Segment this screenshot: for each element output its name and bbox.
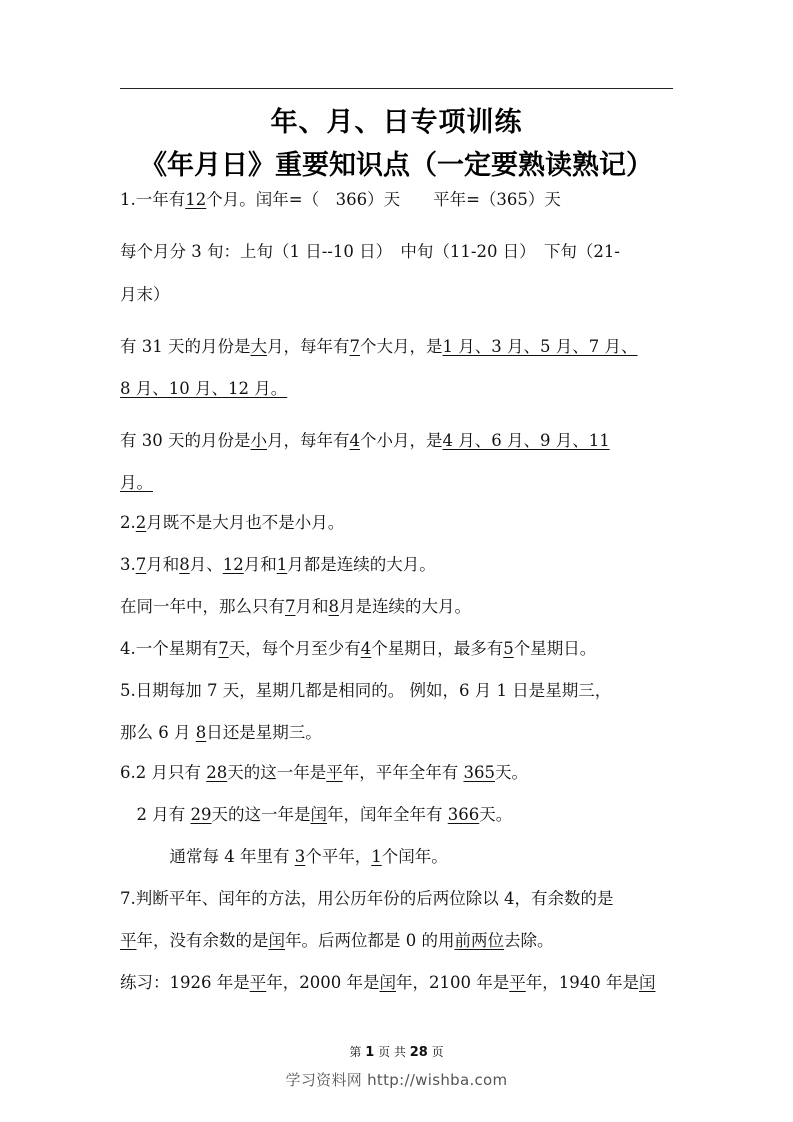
text-segment: 月，每年有 — [267, 431, 350, 450]
text-line — [120, 513, 680, 533]
text-segment: 有 31 天的月份是 — [120, 337, 251, 356]
text-segment: 月，每年有 — [267, 337, 350, 356]
text-segment: 个星期日。 — [513, 639, 597, 658]
answer-blank: 大 — [250, 337, 267, 356]
text-line — [120, 805, 680, 825]
text-line — [120, 723, 680, 743]
answer-blank: 小 — [250, 431, 267, 450]
text-segment: 天。 — [494, 763, 528, 782]
text-segment: 4.一个星期有 — [120, 639, 219, 658]
text-segment: 1.一年有 — [120, 190, 186, 209]
answer-blank: 12 — [222, 555, 244, 574]
text-segment: 月既不是大月也不是小月。 — [146, 513, 345, 532]
text-line — [120, 763, 680, 783]
text-segment: 每个月分 3 旬：上旬（1 日--10 日） 中旬（11-20 日） 下旬（21- — [120, 242, 621, 261]
answer-blank: 平 — [509, 973, 526, 992]
text-line — [120, 473, 680, 493]
text-line — [120, 597, 680, 617]
text-segment: 个小月，是 — [360, 431, 443, 450]
text-segment: 个大月，是 — [360, 337, 443, 356]
watermark-text: 学习资料网 http://wishba.com — [285, 1071, 508, 1089]
text-segment: 月和 — [295, 597, 329, 616]
text-segment: 练习：1926 年是 — [120, 973, 250, 992]
text-segment: 个闰年。 — [381, 847, 448, 866]
answer-blank: 366 — [447, 805, 480, 824]
text-segment: 天，每个月至少有 — [228, 639, 361, 658]
answer-blank: 8 — [179, 555, 190, 574]
answer-blank: 前两位 — [454, 931, 504, 950]
text-segment: 通常每 4 年里有 — [120, 847, 295, 866]
text-segment: 月、 — [189, 555, 223, 574]
answer-blank: 闰 — [310, 805, 327, 824]
answer-blank: 平 — [326, 763, 343, 782]
text-segment: 天的这一年是 — [211, 805, 311, 824]
answer-blank: 闰 — [268, 931, 285, 950]
text-segment: 年，2100 年是 — [396, 973, 510, 992]
text-line — [120, 847, 680, 867]
answer-blank: 3 — [294, 847, 306, 866]
answer-blank: 平 — [249, 973, 267, 992]
text-line — [120, 190, 680, 210]
text-segment: 天。 — [479, 805, 513, 824]
answer-blank: 7 — [218, 639, 229, 658]
text-segment: 5.日期每加 7 天，星期几都是相同的。 例如，6 月 1 日是星期三， — [120, 681, 612, 700]
answer-blank: 平 — [120, 931, 137, 950]
text-segment: 有 30 天的月份是 — [120, 431, 251, 450]
footer-total-pages: 28 — [409, 1045, 428, 1060]
footer-pre: 第 — [349, 1045, 366, 1059]
text-line — [120, 931, 680, 951]
page-title: 年、月、日专项训练 — [270, 107, 523, 138]
answer-blank: 4 — [349, 431, 360, 450]
page-subtitle: 《年月日》重要知识点（一定要熟读熟记） — [140, 150, 653, 181]
text-segment: 月是连续的大月。 — [339, 597, 471, 616]
text-segment: 个平年， — [305, 847, 372, 866]
answer-blank: 月。 — [120, 473, 153, 492]
answer-blank: 7 — [285, 597, 296, 616]
answer-blank: 365 — [463, 763, 495, 782]
text-segment: 年，平年全年有 — [342, 763, 464, 782]
text-line — [120, 337, 680, 357]
answer-blank: 2 — [135, 513, 147, 532]
answer-blank: 29 — [190, 805, 212, 824]
text-segment: 年，1940 年是 — [525, 973, 639, 992]
page-footer — [0, 1043, 793, 1060]
text-segment: 月和 — [243, 555, 277, 574]
answer-blank: 闰 — [379, 973, 396, 992]
text-segment: 2. — [120, 513, 136, 532]
answer-blank: 1 月、3 月、5 月、7 月、 — [442, 337, 638, 356]
text-line — [120, 285, 680, 305]
text-segment: 个星期日，最多有 — [371, 639, 504, 658]
text-line — [120, 973, 680, 993]
footer-mid: 页 共 — [374, 1045, 410, 1059]
text-segment: 天的这一年是 — [227, 763, 327, 782]
header-rule — [120, 88, 673, 89]
answer-blank: 1 — [276, 555, 288, 574]
text-line — [120, 889, 680, 909]
answer-blank: 28 — [206, 763, 228, 782]
text-segment: 6.2 月只有 — [120, 763, 207, 782]
text-segment: 日还是星期三。 — [206, 723, 322, 742]
answer-blank: 闰 — [639, 973, 656, 992]
text-line — [120, 681, 680, 701]
text-segment: 年，闰年全年有 — [327, 805, 448, 824]
answer-blank: 7 — [349, 337, 360, 356]
answer-blank: 8 — [328, 597, 339, 616]
text-segment: 年，2000 年是 — [266, 973, 380, 992]
answer-blank: 8 月、10 月、12 月。 — [120, 379, 288, 398]
answer-blank: 7 — [135, 555, 147, 574]
text-segment: 那么 6 月 — [120, 723, 196, 742]
answer-blank: 12 — [185, 190, 207, 209]
text-line — [120, 431, 680, 451]
answer-blank: 1 — [371, 847, 382, 866]
text-segment: 年。后两位都是 0 的用 — [285, 931, 455, 950]
text-segment: 月和 — [146, 555, 180, 574]
text-segment: 月末） — [120, 285, 170, 304]
text-line — [120, 639, 680, 659]
text-line — [120, 242, 680, 262]
text-segment: 2 月有 — [120, 805, 191, 824]
text-line — [120, 379, 680, 399]
footer-page-number: 1 — [365, 1045, 375, 1060]
text-segment: 3. — [120, 555, 136, 574]
text-segment: 7.判断平年、闰年的方法，用公历年份的后两位除以 4，有余数的是 — [120, 889, 614, 908]
footer-post: 页 — [427, 1045, 444, 1059]
text-segment: 去除。 — [504, 931, 554, 950]
answer-blank: 4 — [360, 639, 372, 658]
text-line — [120, 555, 680, 575]
text-segment: 月都是连续的大月。 — [287, 555, 436, 574]
text-segment: 个月。闰年=（ 366）天 平年=（365）天 — [206, 190, 561, 209]
text-segment: 在同一年中，那么只有 — [120, 597, 285, 616]
answer-blank: 5 — [503, 639, 514, 658]
answer-blank: 4 月、6 月、9 月、11 — [442, 431, 610, 450]
answer-blank: 8 — [195, 723, 207, 742]
text-segment: 年，没有余数的是 — [136, 931, 269, 950]
